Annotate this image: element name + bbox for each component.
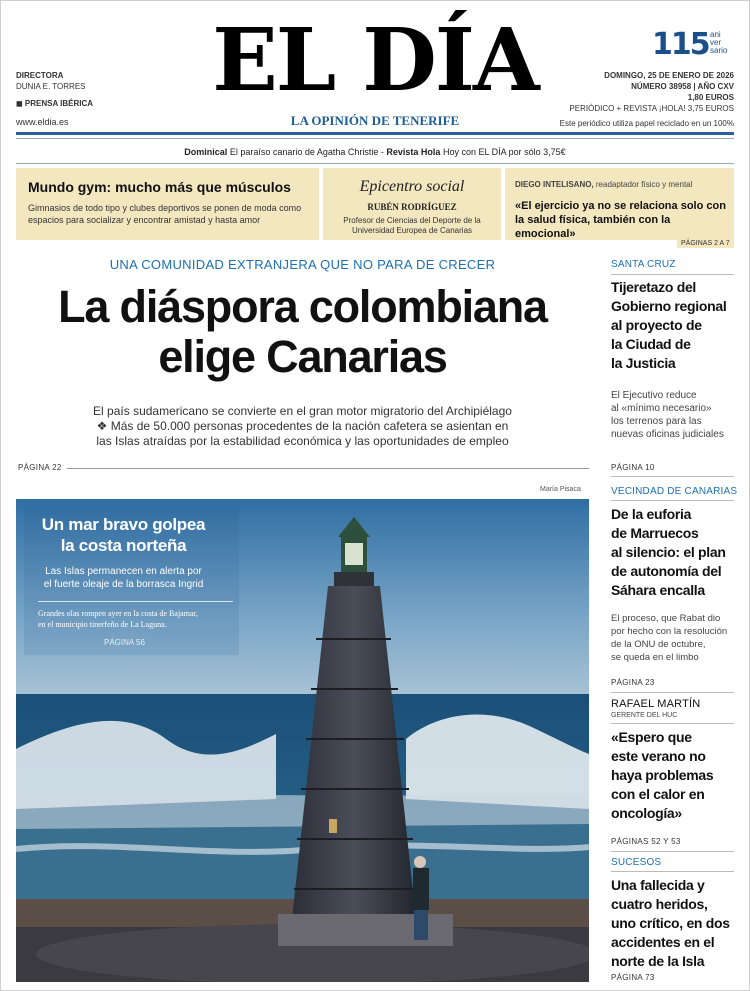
anniv-word-3: sario	[710, 46, 728, 55]
sidebar-rule-2	[611, 476, 734, 477]
s1-head-line: al proyecto de	[611, 317, 702, 333]
s4-head-line: cuatro heridos,	[611, 896, 708, 912]
photo-text-1: Las Islas permanecen en alerta por	[45, 566, 202, 577]
sidebar-rule-4	[611, 692, 734, 693]
sidebar-headline-accidentes[interactable]	[611, 876, 730, 971]
s1-head-line: la Ciudad de	[611, 336, 691, 352]
main-pagina[interactable]: PÁGINA 22	[18, 463, 62, 472]
sidebar-headline-oncologia[interactable]	[611, 728, 713, 823]
gym-title: Mundo gym: mucho más que músculos	[28, 179, 291, 195]
sidebar-headline-justicia[interactable]	[611, 278, 726, 373]
sidebar-section-vecindad: VECINDAD DE CANARIAS	[611, 486, 738, 497]
sidebar-text-justicia	[611, 389, 724, 441]
promo-hola: Revista Hola	[386, 147, 441, 157]
website-link[interactable]: www.eldia.es	[16, 117, 69, 127]
photo-caption-1: Grandes olas rompen ayer en la costa de Bajamar,	[38, 609, 198, 618]
sidebar-section-sucesos: SUCESOS	[611, 857, 662, 868]
main-headline-line-1[interactable]: La diáspora colombiana	[58, 281, 547, 332]
anniversary-text	[710, 31, 727, 55]
photo-caption	[38, 608, 238, 630]
boxes-pages: PÁGINAS 2 A 7	[677, 239, 734, 248]
sidebar-pagina-23[interactable]: PÁGINA 23	[611, 678, 655, 687]
masthead-rule-thin	[16, 138, 734, 139]
sidebar-section-santa-cruz: SANTA CRUZ	[611, 259, 676, 270]
main-lead-2: ❖ Más de 50.000 personas procedentes de la nación cafetera se asientan en	[96, 419, 509, 433]
sidebar-interview-role: GERENTE DEL HUC	[611, 712, 678, 719]
diego-name: DIEGO INTELISANO,	[515, 180, 594, 189]
anniv-word-1: ani	[710, 30, 721, 39]
sidebar-rule-3	[611, 500, 734, 501]
epicentro-author: RUBÉN RODRÍGUEZ	[367, 202, 457, 212]
s1-text-line: al «mínimo necesario»	[611, 403, 712, 414]
s3-head-line: haya problemas	[611, 767, 714, 783]
s4-head-line: norte de la Isla	[611, 953, 705, 969]
sidebar-rule-5	[611, 723, 734, 724]
gym-box[interactable]	[16, 168, 319, 240]
issue-number: NÚMERO 38958 | AÑO CXV	[631, 82, 734, 91]
main-lead-1: El país sudamericano se convierte en el gran motor migratorio del Archipiélago	[93, 404, 512, 418]
sidebar-pagina-73[interactable]: PÁGINA 73	[611, 973, 655, 982]
sidebar-rule-7	[611, 871, 734, 872]
s2-head-line: Sáhara encalla	[611, 582, 705, 598]
s3-head-line: oncología»	[611, 805, 682, 821]
s4-head-line: accidentes en el	[611, 934, 715, 950]
prensa-iberica	[16, 98, 93, 109]
promo-hola-text: Hoy con EL DÍA por sólo 3,75€	[440, 147, 566, 157]
promo-dominical: Dominical	[184, 147, 228, 157]
epicentro-role: Profesor de Ciencias del Deporte de la Universidad Europea de Canarias	[343, 216, 481, 235]
s1-head-line: la Justicia	[611, 355, 676, 371]
s2-head-line: al silencio: el plan	[611, 544, 726, 560]
newspaper-subtitle: LA OPINIÓN DE TENERIFE	[290, 113, 460, 128]
photo-text-2: el fuerte oleaje de la borrasca Ingrid	[43, 579, 204, 590]
prensa-icon: ◼	[16, 99, 25, 108]
s1-head-line: Tijeretazo del	[611, 279, 697, 295]
anniv-word-2: ver	[710, 38, 722, 47]
gym-text: Gimnasios de todo tipo y clubes deportivos se ponen de moda como espacios para socializar y encontrar amistad y hasta amor	[28, 203, 302, 225]
sidebar-text-marruecos	[611, 612, 727, 664]
photo-story-title[interactable]	[16, 514, 231, 556]
s1-text-line: nuevas oficinas judiciales	[611, 429, 724, 440]
s3-head-line: «Espero que	[611, 729, 692, 745]
main-pagina-rule	[67, 468, 589, 469]
s2-head-line: de Marruecos	[611, 525, 699, 541]
s1-text-line: los terrenos para las	[611, 416, 702, 427]
s1-head-line: Gobierno regional	[611, 298, 727, 314]
anniversary-logo: 115	[652, 27, 709, 62]
s3-head-line: con el calor en	[611, 786, 705, 802]
prensa-label: PRENSA IBÉRICA	[24, 99, 94, 108]
promo-rule	[16, 163, 734, 164]
diego-byline	[515, 180, 692, 189]
s2-text-line: por hecho con la resolución	[611, 626, 728, 637]
masthead-rule	[16, 132, 734, 135]
diego-quote: «El ejercicio ya no se relaciona solo con la salud física, también con la emocional»	[515, 200, 726, 240]
photo-credit: María Pisaca	[540, 486, 581, 493]
sidebar-headline-marruecos[interactable]	[611, 505, 726, 600]
sidebar-pagina-10[interactable]: PÁGINA 10	[611, 463, 655, 472]
s3-head-line: este verano no	[611, 748, 706, 764]
photo-caption-2: en el municipio tinerfeño de La Laguna.	[38, 620, 167, 629]
sidebar-rule-6	[611, 851, 734, 852]
s2-text-line: El proceso, que Rabat dio	[611, 613, 721, 624]
directora-label: DIRECTORA	[16, 71, 64, 80]
epicentro-title: Epicentro social	[359, 178, 465, 195]
photo-pagina[interactable]: PÁGINA 56	[104, 638, 145, 647]
issue-price: 1,80 EUROS	[687, 93, 734, 102]
s2-text-line: se queda en el limbo	[611, 652, 699, 663]
promo-dominical-text: El paraíso canario de Agatha Christie -	[227, 147, 387, 157]
photo-title-2: la costa norteña	[60, 536, 187, 555]
sidebar-pagina-52-53[interactable]: PÁGINAS 52 Y 53	[611, 837, 681, 846]
promo-line[interactable]	[16, 147, 734, 157]
photo-story-text	[16, 565, 231, 591]
issue-bundle-price: PERIÓDICO + REVISTA ¡HOLA! 3,75 EUROS	[569, 104, 734, 113]
s4-head-line: Una fallecida y	[611, 877, 705, 893]
main-kicker: UNA COMUNIDAD EXTRANJERA QUE NO PARA DE CRECER	[109, 257, 496, 272]
photo-title-1: Un mar bravo golpea	[41, 515, 206, 534]
main-lead-3: las Islas atraídas por la estabilidad económica y las oportunidades de empleo	[96, 434, 509, 448]
main-headline-line-2[interactable]: elige Canarias	[158, 331, 447, 382]
epicentro-box[interactable]	[323, 168, 501, 240]
s4-head-line: uno crítico, en dos	[611, 915, 730, 931]
photo-caption-rule	[38, 601, 233, 602]
newspaper-logo: EL DÍA	[212, 10, 538, 111]
s2-text-line: de la ONU de octubre,	[611, 639, 706, 650]
directora-name: DUNIA E. TORRES	[16, 82, 86, 91]
issue-date: DOMINGO, 25 DE ENERO DE 2026	[604, 71, 734, 80]
s2-head-line: de autonomía del	[611, 563, 722, 579]
s1-text-line: El Ejecutivo reduce	[611, 390, 697, 401]
recycled-note: Este periódico utiliza papel reciclado en un 100%	[559, 119, 734, 128]
issue-info	[569, 70, 734, 114]
directora-block	[16, 70, 86, 92]
sidebar-rule-1	[611, 274, 734, 275]
sidebar-interview-name: RAFAEL MARTÍN	[611, 698, 701, 710]
diego-role: readaptador físico y mental	[593, 180, 693, 189]
diego-box[interactable]	[505, 168, 734, 240]
s2-head-line: De la euforia	[611, 506, 692, 522]
